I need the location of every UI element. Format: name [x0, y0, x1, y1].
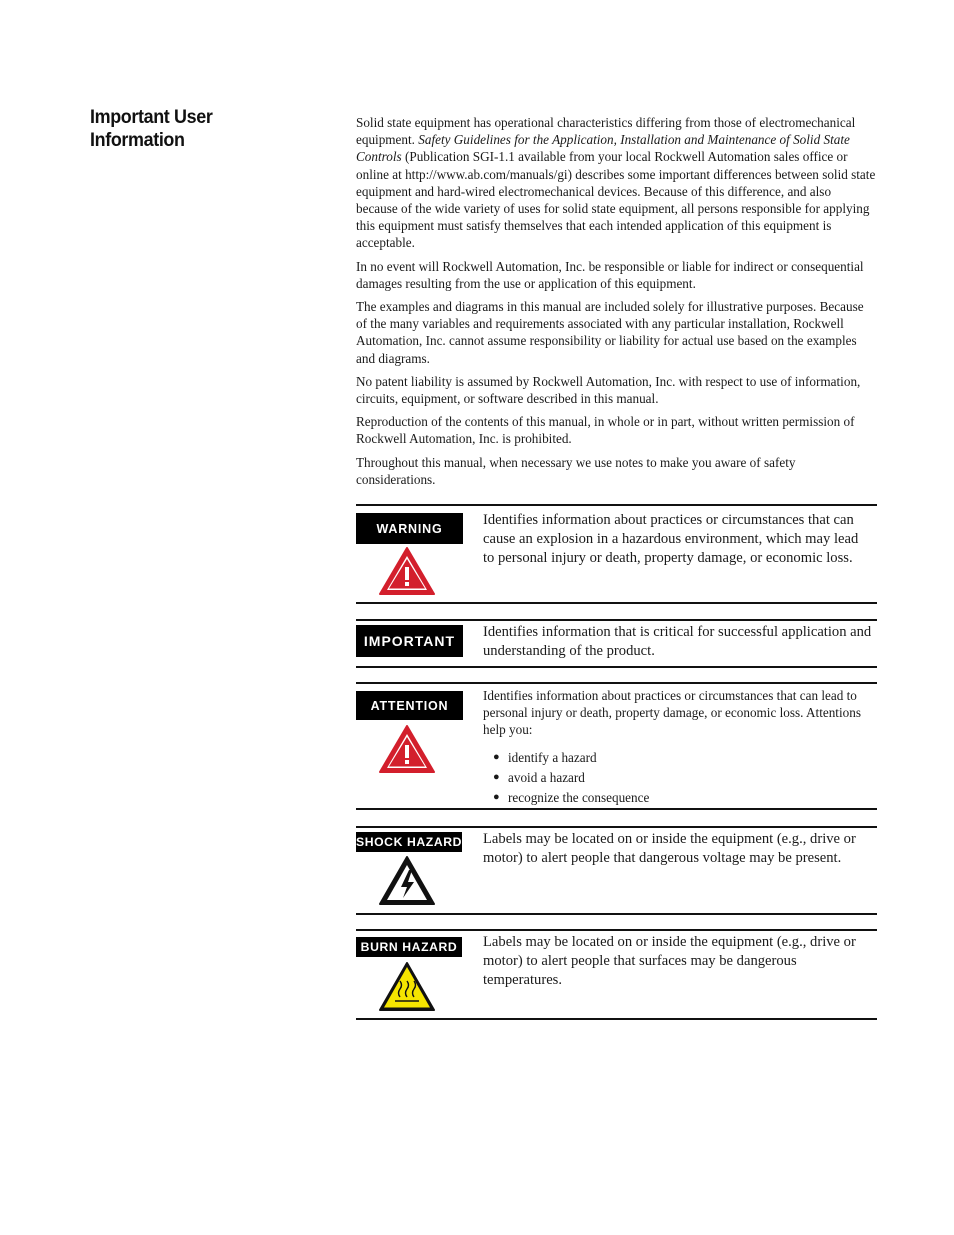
- warning-triangle-icon: [378, 546, 436, 596]
- bullet-icon: ●: [493, 750, 500, 763]
- warning-notice: [356, 504, 877, 604]
- page-title: Important User Information: [90, 106, 213, 151]
- bullet-text: identify a hazard: [508, 749, 597, 765]
- important-notice: [356, 619, 877, 668]
- hot-surface-triangle-icon: [378, 961, 436, 1013]
- intro-paragraph-3: The examples and diagrams in this manual are included solely for illustrative purposes. Because of the many variables and requirements associated with any particular installation, Rockwell Automation, Inc. cannot assume responsibility or liability for actual use based on the examples and diagrams.: [356, 299, 864, 366]
- shock-hazard-text: Labels may be located on or inside the equipment (e.g., drive or motor) to alert people that dangerous voltage may be present.: [483, 831, 856, 867]
- intro-paragraph-1-start: Solid state equipment has operational characteristics differing from those of electromechanical equipment.: [356, 115, 856, 148]
- intro-paragraph-2: In no event will Rockwell Automation, Inc. be responsible or liable for indirect or consequential damages resulting from the use or application of this equipment.: [356, 258, 864, 291]
- attention-label: ATTENTION: [356, 691, 463, 720]
- intro-paragraph-5: Reproduction of the contents of this manual, in whole or in part, without written permission of Rockwell Automation, Inc. is prohibited.: [356, 414, 855, 447]
- intro-paragraph-1: [356, 114, 876, 252]
- list-item: [483, 789, 873, 806]
- burn-hazard-label: BURN HAZARD: [356, 937, 462, 957]
- bullet-icon: ●: [493, 770, 500, 783]
- lightning-bolt-triangle-icon: [378, 855, 436, 907]
- warning-text: Identifies information about practices or circumstances that can cause an explosion in a hazardous environment, which may lead to personal injury or death, property damage, or economic loss.: [483, 512, 859, 567]
- intro-text: [356, 114, 876, 494]
- safety-guidelines-title: Safety Guidelines for the Application, Installation and Maintenance of Solid State Controls: [356, 132, 850, 165]
- bullet-icon: ●: [493, 790, 500, 803]
- important-label: IMPORTANT: [356, 625, 463, 657]
- intro-paragraph-4: No patent liability is assumed by Rockwell Automation, Inc. with respect to use of information, circuits, equipment, or software described in this manual.: [356, 373, 861, 407]
- intro-paragraph-6: Throughout this manual, when necessary we use notes to make you aware of safety considerations.: [356, 454, 796, 487]
- shock-hazard-label: SHOCK HAZARD: [356, 832, 462, 852]
- important-text: Identifies information that is critical for successful application and understanding of the product.: [483, 624, 872, 660]
- bullet-text: avoid a hazard: [508, 769, 585, 785]
- list-item: [483, 749, 873, 766]
- attention-bullet-list: [483, 749, 873, 806]
- intro-paragraph-1-end: (Publication SGI-1.1 available from your local Rockwell Automation sales office or online at http://www.ab.com/manuals/gi) describes some important differences between solid state equipment and hard-wired electromechanical devices. Because of this difference, and also because of the wide variety of uses for solid state equipment, all persons responsible for applying this equipment must satisfy themselves that each intended application of this equipment is acceptable.: [356, 149, 876, 251]
- warning-triangle-icon: [378, 724, 436, 774]
- attention-text: Identifies information about practices or circumstances that can lead to personal injury or death, property damage, or economic loss. Attentions help you:: [483, 688, 861, 738]
- shock-hazard-notice: [356, 826, 877, 915]
- warning-label: WARNING: [356, 513, 463, 544]
- bullet-text: recognize the consequence: [508, 789, 650, 805]
- attention-notice: [356, 682, 877, 810]
- burn-hazard-notice: [356, 929, 877, 1020]
- burn-hazard-text: Labels may be located on or inside the equipment (e.g., drive or motor) to alert people that surfaces may be dangerous temperatures.: [483, 934, 856, 989]
- list-item: [483, 769, 873, 786]
- attention-text-block: [483, 687, 873, 809]
